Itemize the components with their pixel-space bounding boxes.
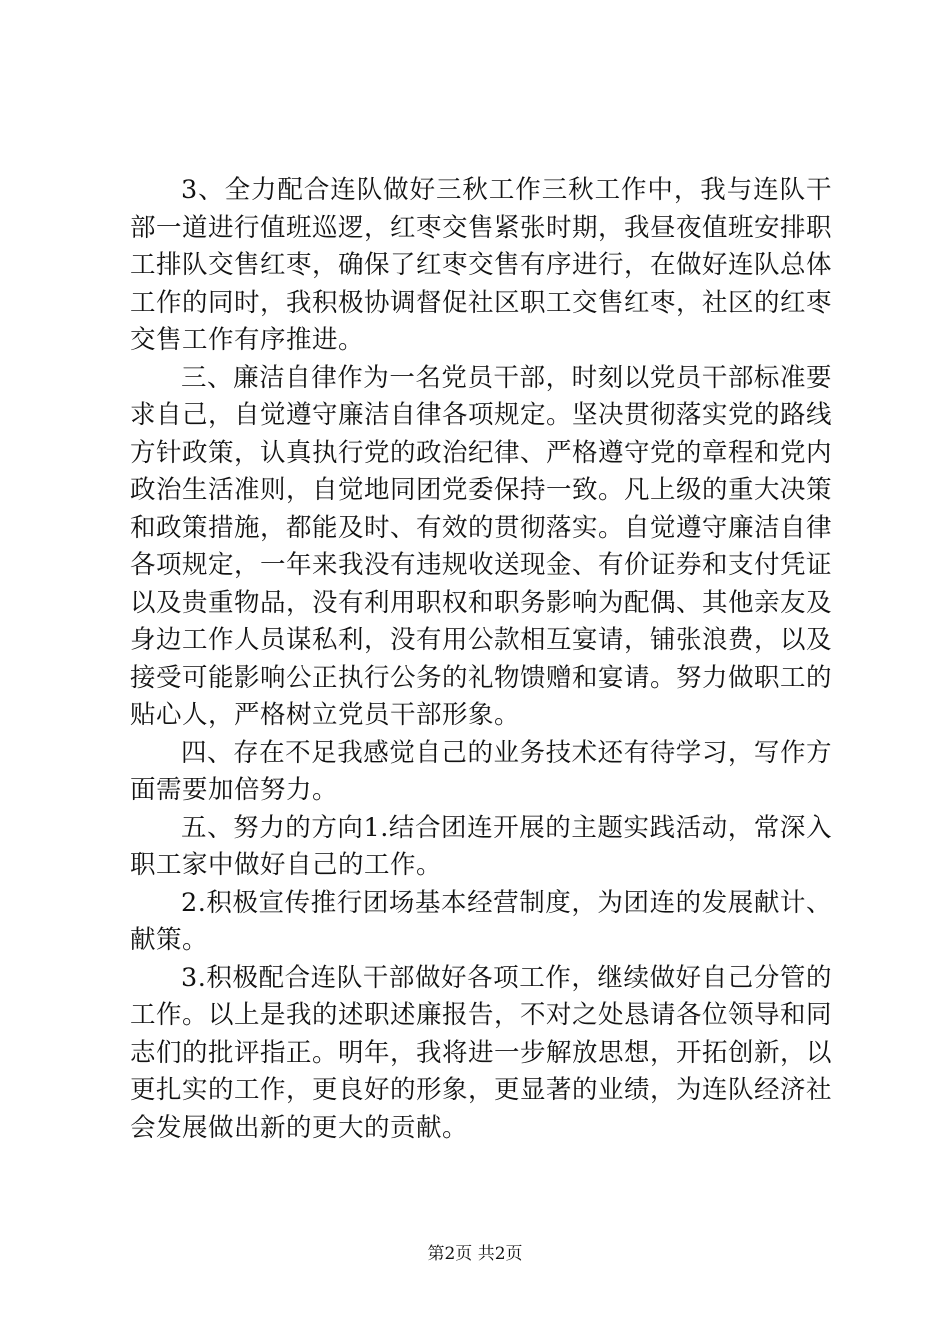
paragraph-direction-1: 五、努力的方向1.结合团连开展的主题实践活动，常深入职工家中做好自己的工作。 [130,812,832,880]
paragraph-shortcomings: 四、存在不足我感觉自己的业务技术还有待学习，写作方面需要加倍努力。 [130,737,832,805]
paragraph-integrity: 三、廉洁自律作为一名党员干部，时刻以党员干部标准要求自己，自觉遵守廉洁自律各项规定。坚决贯彻落实党的路线方针政策，认真执行党的政治纪律、严格遵守党的章程和党内政治生活准则，自觉地同团党委保持一致。凡上级的重大决策和政策措施，都能及时、有效的贯彻落实。自觉遵守廉洁自律各项规定，一年来我没有违规收送现金、有价证券和支付凭证以及贵重物品，没有利用职权和职务影响为配偶、其他亲友及身边工作人员谋私利，没有用公款相互宴请，铺张浪费，以及接受可能影响公正执行公务的礼物馈赠和宴请。努力做职工的贴心人，严格树立党员干部形象。 [130,362,833,730]
document-body [130,172,832,1147]
paragraph-direction-3: 3.积极配合连队干部做好各项工作，继续做好自己分管的工作。以上是我的述职述廉报告，不对之处恳请各位领导和同志们的批评指正。明年，我将进一步解放思想，开拓创新，以更扎实的工作，更良好的形象，更显著的业绩，为连队经济社会发展做出新的更大的贡献。 [130,962,833,1143]
paragraph-autumn-work: 3、全力配合连队做好三秋工作三秋工作中，我与连队干部一道进行值班巡逻，红枣交售紧张时期，我昼夜值班安排职工排队交售红枣，确保了红枣交售有序进行，在做好连队总体工作的同时，我积极协调督促社区职工交售红枣，社区的红枣交售工作有序推进。 [130,175,833,355]
paragraph-direction-2: 2.积极宣传推行团场基本经营制度，为团连的发展献计、献策。 [130,887,832,955]
page-number-footer: 第2页 共2页 [427,1244,523,1264]
